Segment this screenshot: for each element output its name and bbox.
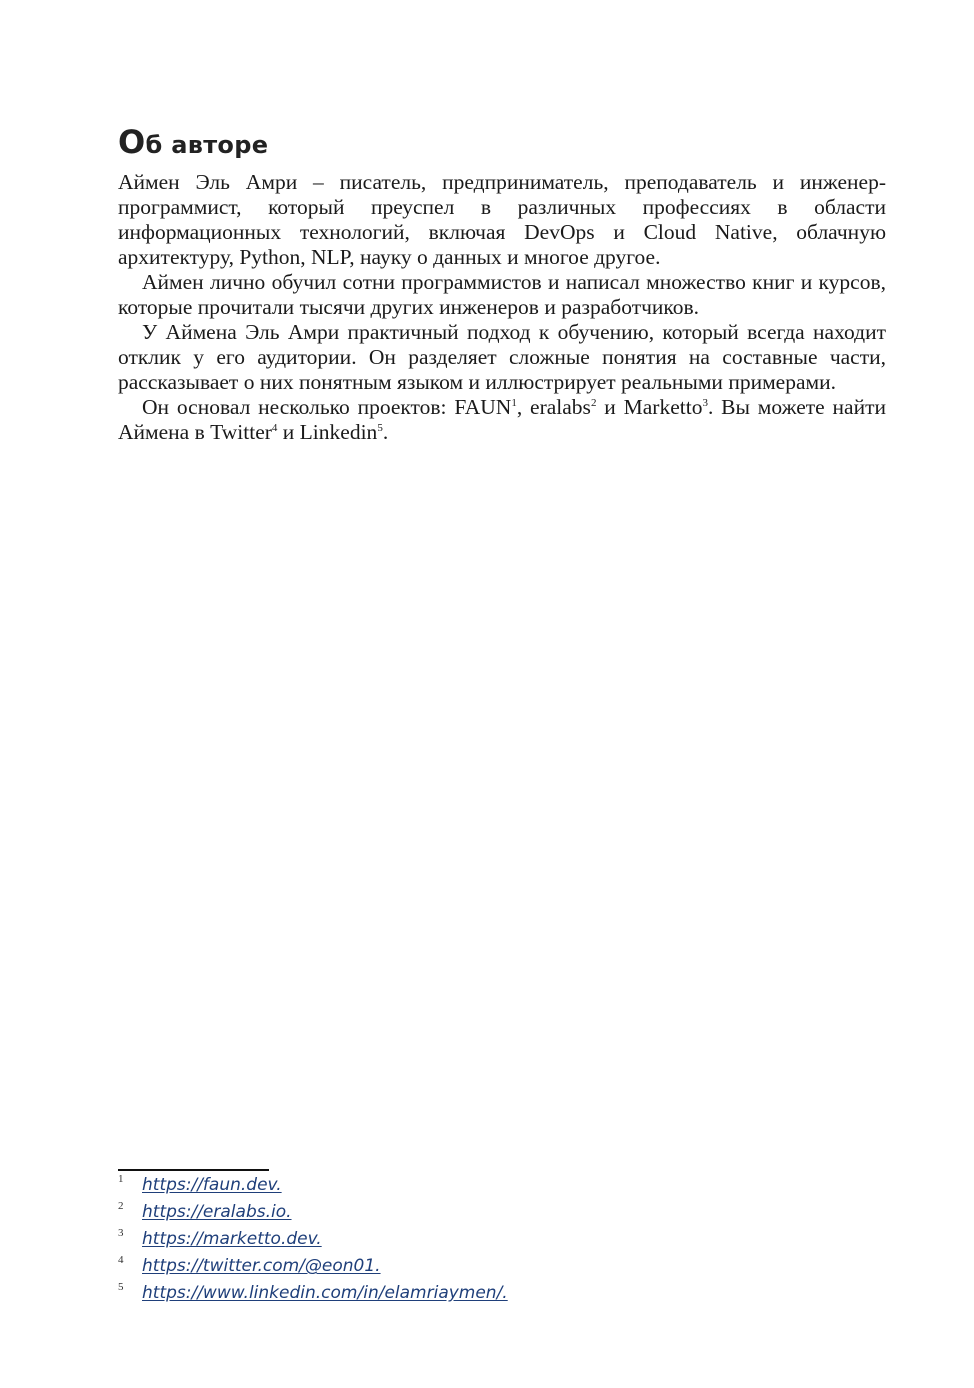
- paragraph-4-text: и Linkedin: [277, 420, 378, 444]
- footnote-ref-4[interactable]: 4: [271, 421, 278, 434]
- footnote-link-linkedin[interactable]: https://www.linkedin.com/in/elamriaymen/.: [142, 1283, 508, 1303]
- footnote-number: 1: [118, 1173, 124, 1185]
- footnotes-list: [118, 1172, 878, 1307]
- footnote-ref-2[interactable]: 2: [590, 396, 597, 409]
- footnote-link-twitter[interactable]: https://twitter.com/@eon01.: [142, 1256, 381, 1276]
- footnote-item: [118, 1226, 878, 1253]
- page-title-rest: б авторе: [145, 131, 269, 159]
- footnote-link-marketto[interactable]: https://marketto.dev.: [142, 1229, 322, 1249]
- paragraph-4: [118, 395, 886, 445]
- paragraph-1: Аймен Эль Амри – писатель, предприниматель, преподаватель и инженер-программист, который преуспел в различных профессиях в области информационных технологий, включая DevOps и Cloud Native, облачную архитектуру, Python, NLP, науку о данных и многое другое.: [118, 170, 886, 269]
- footnote-ref-1[interactable]: 1: [511, 396, 517, 409]
- paragraph-4-text: . Вы можете найти Аймена в Twitter: [118, 395, 886, 444]
- footnote-item: [118, 1280, 878, 1307]
- footnote-ref-5[interactable]: 5: [377, 421, 383, 434]
- footnote-number: 4: [118, 1254, 124, 1266]
- footnote-divider: [118, 1169, 269, 1171]
- paragraph-2: Аймен лично обучил сотни программистов и написал множество книг и курсов, которые прочитали тысячи других инженеров и разработчиков.: [118, 270, 886, 319]
- footnote-number: 5: [118, 1281, 124, 1293]
- page-title-initial: О: [118, 123, 146, 161]
- footnote-item: [118, 1172, 878, 1199]
- footnote-link-faun[interactable]: https://faun.dev.: [142, 1175, 282, 1195]
- footnote-ref-3[interactable]: 3: [702, 396, 708, 409]
- footnote-link-eralabs[interactable]: https://eralabs.io.: [142, 1202, 292, 1222]
- paragraph-4-text: , eralabs: [516, 395, 591, 419]
- about-author-body: [118, 170, 886, 445]
- footnote-item: [118, 1199, 878, 1226]
- page-title: [118, 122, 268, 165]
- footnote-number: 3: [118, 1227, 124, 1239]
- paragraph-4-text: Он основал несколько проектов: FAUN: [142, 395, 512, 419]
- footnote-number: 2: [118, 1200, 124, 1212]
- paragraph-4-text: .: [382, 420, 389, 444]
- paragraph-4-text: и Marketto: [596, 395, 703, 419]
- footnote-item: [118, 1253, 878, 1280]
- paragraph-3: У Аймена Эль Амри практичный подход к обучению, который всегда находит отклик у его аудитории. Он разделяет сложные понятия на составные части, рассказывает о них понятным языком и иллюстрирует реальными примерами.: [118, 320, 886, 394]
